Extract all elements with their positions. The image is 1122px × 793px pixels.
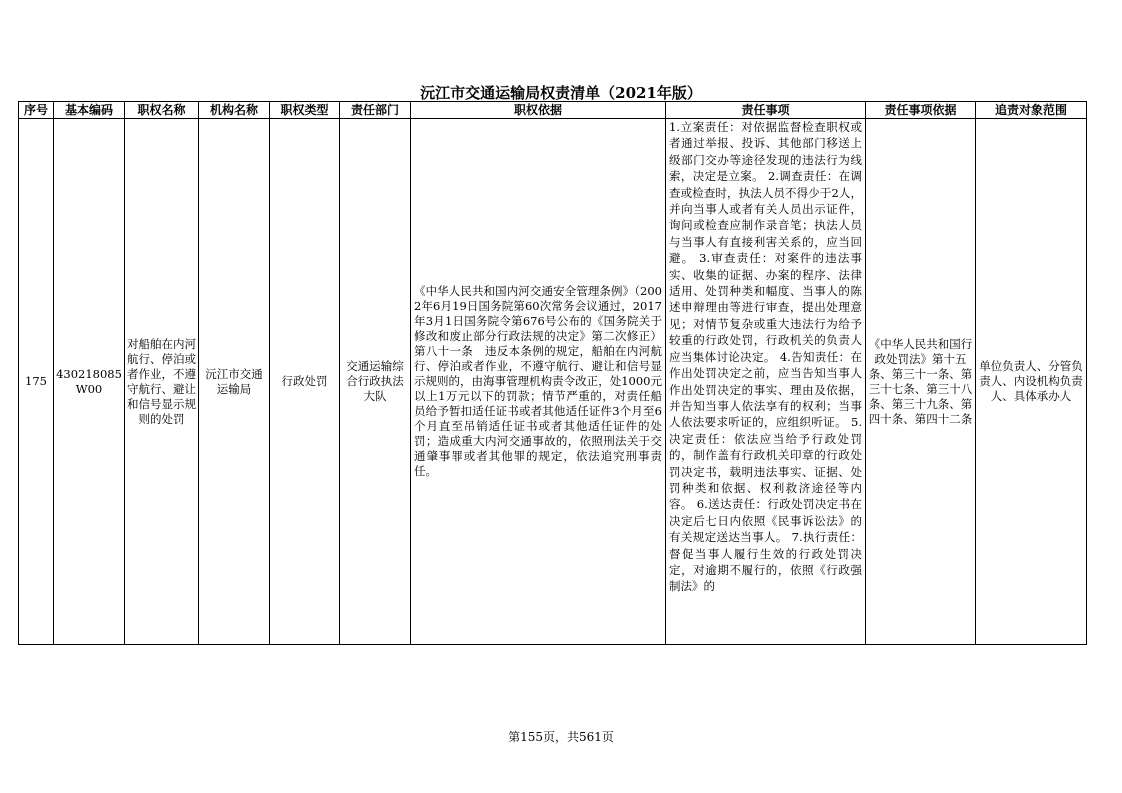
table-header-row xyxy=(19,102,1087,119)
cell-accountability: 单位负责人、分管负责人、内设机构负责人、具体承办人 xyxy=(976,119,1087,645)
page-number-footer: 第155页，共561页 xyxy=(508,730,614,744)
cell-duty-basis: 《中华人民共和国行政处罚法》第十五条、第三十一条、第三十七条、第三十八条、第三十九条、第四十条、第四十二条 xyxy=(866,119,976,645)
duty-list-table xyxy=(18,101,1087,645)
cell-power-type: 行政处罚 xyxy=(270,119,340,645)
cell-code: 430218085W00 xyxy=(54,119,125,645)
cell-seq: 175 xyxy=(19,119,54,645)
header-accountability: 追责对象范围 xyxy=(976,102,1087,119)
cell-dept: 交通运输综合行政执法大队 xyxy=(340,119,411,645)
cell-org-name: 沅江市交通运输局 xyxy=(199,119,270,645)
header-seq: 序号 xyxy=(19,102,54,119)
header-code: 基本编码 xyxy=(54,102,125,119)
header-dept: 责任部门 xyxy=(340,102,411,119)
header-duty: 责任事项 xyxy=(666,102,866,119)
cell-duty: 1.立案责任：对依据监督检查职权或者通过举报、投诉、其他部门移送上级部门交办等途径发现的违法行为线索，决定是立案。 2.调查责任：在调查或检查时，执法人员不得少于2人，并向当事人或者有关人员出示证件，询问或检查应制作录音笔；执法人员与当事人有直接利害关系的，应当回避。 3.审查责任：对案件的违法事实、收集的证据、办案的程序、法律适用、处罚种类和幅度、当事人的陈述申辩理由等进行审查，提出处理意见；对情节复杂或重大违法行为给予较重的行政处罚，行政机关的负责人应当集体讨论决定。 4.告知责任：在作出处罚决定之前，应当告知当事人作出处罚决定的事实、理由及依据，并告知当事人依法享有的权利；当事人依法要求听证的，应组织听证。 5.决定责任：依法应当给予行政处罚的，制作盖有行政机关印章的行政处罚决定书，载明违法事实、证据、处罚种类和依据、权利救济途径等内容。 6.送达责任：行政处罚决定书在决定后七日内依照《民事诉讼法》的有关规定送达当事人。 7.执行责任：督促当事人履行生效的行政处罚决定，对逾期不履行的，依照《行政强制法》的 xyxy=(666,119,866,645)
cell-power-name: 对船舶在内河航行、停泊或者作业，不遵守航行、避让和信号显示规则的处罚 xyxy=(125,119,199,645)
document-title: 沅江市交通运输局权责清单（2021年版） xyxy=(420,84,702,102)
header-org-name: 机构名称 xyxy=(199,102,270,119)
header-basis: 职权依据 xyxy=(411,102,666,119)
header-power-name: 职权名称 xyxy=(125,102,199,119)
table-row xyxy=(19,119,1087,645)
cell-basis: 《中华人民共和国内河交通安全管理条例》（2002年6月19日国务院第60次常务会议通过，2017年3月1日国务院令第676号公布的《国务院关于修改和废止部分行政法规的决定》第二次修正）第八十一条 违反本条例的规定，船舶在内河航行、停泊或者作业，不遵守航行、避让和信号显示规则的，由海事管理机构责令改正，处1000元以上1万元以下的罚款；情节严重的，对责任船员给予暂扣适任证书或者其他适任证件3个月至6个月直至吊销适任证书或者其他适任证件的处罚；造成重大内河交通事故的，依照刑法关于交通肇事罪或者其他罪的规定，依法追究刑事责任。 xyxy=(411,119,666,645)
header-power-type: 职权类型 xyxy=(270,102,340,119)
header-duty-basis: 责任事项依据 xyxy=(866,102,976,119)
